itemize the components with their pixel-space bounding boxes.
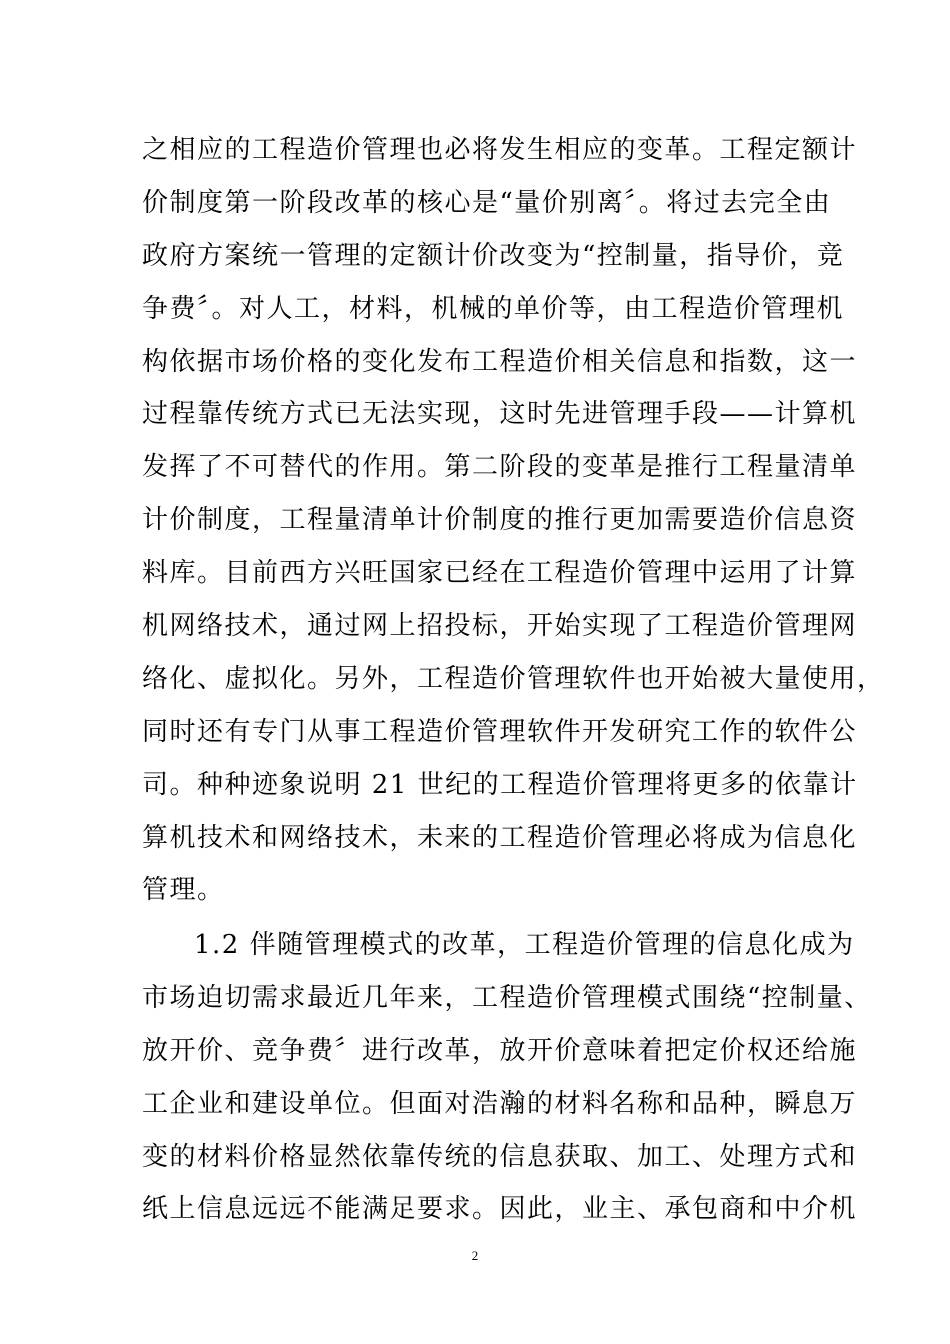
paragraph-line: 政府方案统一管理的定额计价改变为“控制量，指导价，竞: [142, 240, 845, 271]
paragraph-line: 发挥了不可替代的作用。第二阶段的变革是推行工程量清单: [142, 452, 858, 483]
paragraph-line: 市场迫切需求最近几年来，工程造价管理模式围绕“控制量、: [142, 982, 872, 1013]
paragraph-line: 机网络技术，通过网上招投标，开始实现了工程造价管理网: [142, 611, 858, 642]
paragraph-line: 过程靠传统方式已无法实现，这时先进管理手段——计算机: [142, 399, 858, 430]
paragraph-line: 价制度第一阶段改革的核心是“量价别离〞。将过去完全由: [142, 187, 832, 218]
paragraph-line: 料库。目前西方兴旺国家已经在工程造价管理中运用了计算: [142, 558, 858, 589]
page-number: 2: [471, 1248, 479, 1263]
paragraph-line: 算机技术和网络技术，未来的工程造价管理必将成为信息化: [142, 822, 858, 853]
paragraph-line: 工企业和建设单位。但面对浩瀚的材料名称和品种，瞬息万: [142, 1088, 858, 1119]
paragraph-line: 之相应的工程造价管理也必将发生相应的变革。工程定额计: [142, 135, 858, 165]
paragraph-line: 变的材料价格显然依靠传统的信息获取、加工、处理方式和: [142, 1141, 858, 1172]
paragraph-1: [142, 130, 885, 923]
paragraph-line: 构依据市场价格的变化发布工程造价相关信息和指数，这一: [142, 346, 858, 377]
paragraph-line: 同时还有专门从事工程造价管理软件开发研究工作的软件公: [142, 716, 858, 747]
paragraph-2: [142, 925, 872, 1242]
paragraph-line: 放开价、竞争费〞进行改革，放开价意味着把定价权还给施: [142, 1035, 858, 1066]
section-heading-line: 1.2 伴随管理模式的改革，工程造价管理的信息化成为: [194, 930, 855, 960]
paragraph-line: 络化、虚拟化。另外，工程造价管理软件也开始被大量使用，: [142, 663, 885, 694]
paragraph-line: 管理。: [142, 875, 225, 906]
paragraph-line: 计价制度，工程量清单计价制度的推行更加需要造价信息资: [142, 505, 858, 536]
paragraph-line: 争费〞。对人工，材料，机械的单价等，由工程造价管理机: [142, 293, 845, 324]
paragraph-line: 纸上信息远远不能满足要求。因此，业主、承包商和中介机: [142, 1194, 858, 1225]
paragraph-line: 司。种种迹象说明 21 世纪的工程造价管理将更多的依靠计: [142, 769, 858, 800]
